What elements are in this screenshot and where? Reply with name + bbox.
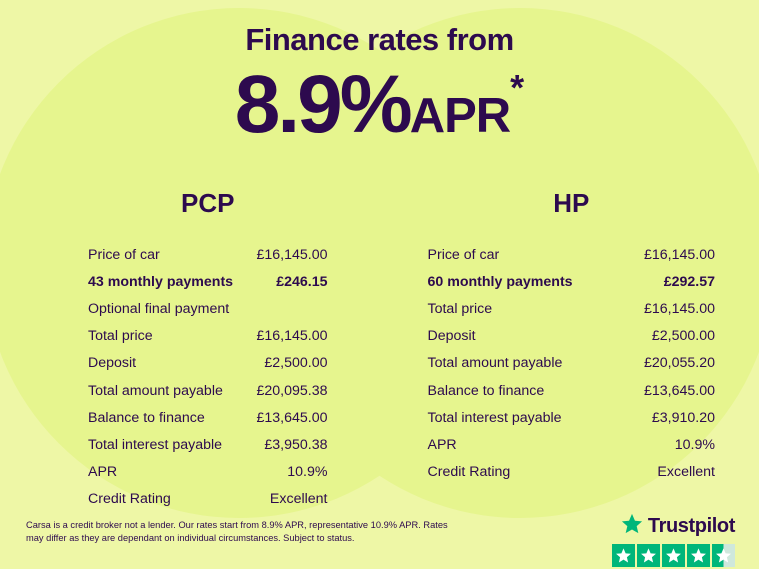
row-value: Excellent [269,491,328,508]
row-label: 60 monthly payments [427,273,573,290]
row-label: 43 monthly payments [88,273,234,290]
column-title-hp: HP [553,188,590,218]
row-value: £13,645.00 [256,409,328,426]
finance-columns [0,188,759,513]
row-value: £3,950.38 [264,436,328,453]
table-row [88,459,328,486]
row-label: APR [427,436,457,453]
row-label: Deposit [427,328,476,345]
row-value: £2,500.00 [264,355,328,372]
row-value: £16,145.00 [643,300,715,317]
table-row [428,323,716,350]
table-row [88,377,328,404]
row-label: Total interest payable [427,409,562,426]
row-value: £292.57 [663,273,715,290]
trustpilot-name: Trustpilot [647,515,735,537]
row-label: Total price [88,328,153,345]
row-label: Price of car [88,246,160,263]
table-row [428,268,716,295]
row-value: £20,095.38 [256,382,328,399]
table-row [428,295,716,322]
row-label: Total price [427,300,493,317]
row-value: £2,500.00 [651,328,715,345]
row-value: £3,910.20 [651,409,715,426]
row-label: Deposit [88,355,137,372]
row-label: Balance to finance [88,409,205,426]
table-row [88,350,328,377]
column-title-pcp: PCP [181,188,235,218]
table-row [428,459,716,486]
apr-unit: APR [409,89,511,143]
table-row [428,431,716,458]
table-row [88,404,328,431]
row-value: £16,145.00 [643,246,715,263]
row-value: £246.15 [276,273,328,290]
table-row [428,404,716,431]
apr-line [0,59,759,150]
table-row [428,377,716,404]
finance-column-hp [380,188,759,513]
row-value: Excellent [657,464,715,481]
row-value: £20,055.20 [643,355,715,372]
row-label: Price of car [427,246,500,263]
row-value: £13,645.00 [643,382,715,399]
table-row [428,350,716,377]
table-row [88,486,328,513]
headline: Finance rates from [245,22,514,57]
row-label: Balance to finance [427,382,545,399]
disclaimer-text: Carsa is a credit broker not a lender. Our rates start from 8.9% APR, representative 10.9% APR. Rates may differ as they are dependant on individual circumstances. Subject to status. [26,520,448,544]
table-row [428,241,716,268]
apr-asterisk: * [510,67,525,108]
table-row [88,431,328,458]
row-label: Total interest payable [88,436,223,453]
row-label: Total amount payable [88,382,223,399]
table-row [88,295,328,322]
table-row [88,323,328,350]
table-row [88,241,328,268]
row-value: £16,145.00 [256,328,328,345]
row-value: 10.9% [287,464,328,481]
row-label: Optional final payment [88,300,230,317]
row-label: Total amount payable [427,355,563,372]
finance-column-pcp [0,188,380,513]
apr-rate: 8.9% [234,59,410,150]
row-label: Credit Rating [88,491,171,508]
row-label: Credit Rating [427,464,511,481]
row-value: 10.9% [674,436,715,453]
table-row [88,268,328,295]
row-label: APR [88,464,118,481]
row-value: £16,145.00 [256,246,328,263]
